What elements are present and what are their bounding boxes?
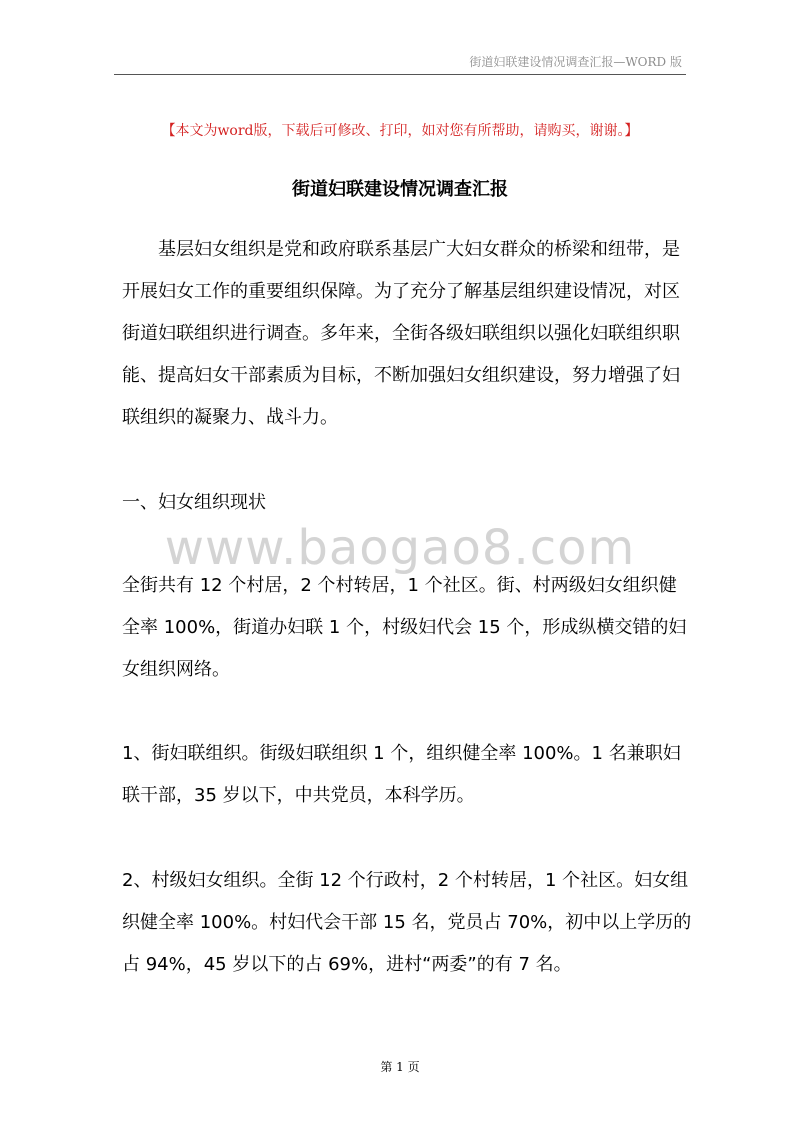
header-divider [114, 74, 686, 75]
watermark: www.baogao8.com [164, 520, 636, 576]
intro-paragraph: 基层妇女组织是党和政府联系基层广大妇女群众的桥梁和纽带，是开展妇女工作的重要组织保障。为了充分了解基层组织建设情况，对区街道妇联组织进行调查。多年来，全街各级妇联组织以强化妇联组织职能、提高妇女干部素质为目标，不断加强妇女组织建设，努力增强了妇联组织的凝聚力、战斗力。 [122, 239, 680, 428]
running-header: 街道妇联建设情况调查汇报—WORD 版 [469, 55, 682, 69]
page-number: 第 1 页 [380, 1060, 420, 1074]
body-paragraph-status: 全街共有 12 个村居，2 个村转居，1 个社区。街、村两级妇女组织健全率 100%，街道办妇联 1 个，村级妇代会 15 个，形成纵横交错的妇女组织网络。 [122, 575, 687, 680]
document-title: 街道妇联建设情况调查汇报 [292, 179, 508, 200]
body-paragraph-village-organization: 2、村级妇女组织。全街 12 个行政村，2 个村转居，1 个社区。妇女组织健全率 100%。村妇代会干部 15 名，党员占 70%，初中以上学历的占 94%，45 岁以下的占 69%，进村“两委”的有 7 名。 [122, 870, 692, 975]
section-heading-1: 一、妇女组织现状 [122, 492, 266, 513]
purchase-notice: 【本文为word版，下载后可修改、打印，如对您有所帮助，请购买，谢谢。】 [161, 123, 639, 139]
body-paragraph-street-federation: 1、街妇联组织。街级妇联组织 1 个，组织健全率 100%。1 名兼职妇联干部，35 岁以下，中共党员，本科学历。 [122, 743, 681, 806]
